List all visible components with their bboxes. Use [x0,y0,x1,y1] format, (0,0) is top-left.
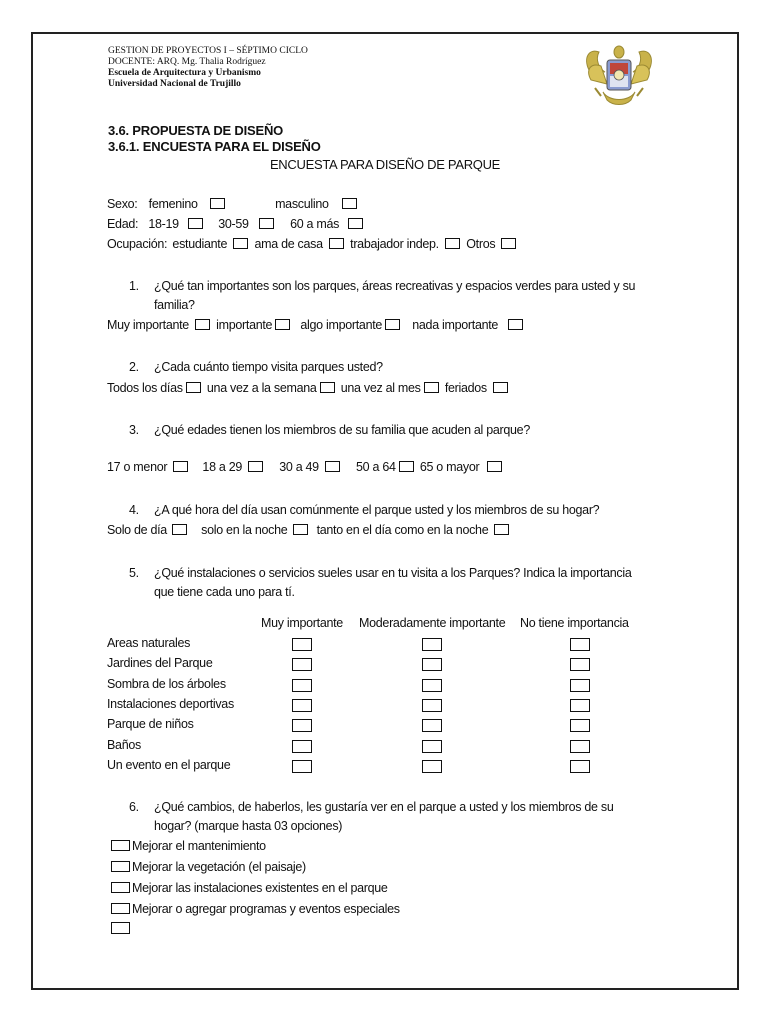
q4-text: ¿A qué hora del día usan comúnmente el parque usted y los miembros de su hogar? [154,503,600,517]
q5-row-label: Jardines del Parque [107,656,213,671]
q1-option-3: algo importante [300,318,383,332]
q4-option-3: tanto en el día como en la noche [316,523,489,537]
checkbox-age-2[interactable] [259,218,274,229]
q5-checkbox-row2-col2[interactable] [422,658,442,671]
q3-checkbox-1[interactable] [173,461,188,472]
q6-option-3: Mejorar las instalaciones existentes en el parque [132,881,388,895]
q5-text-line2: que tiene cada uno para tí. [154,585,295,599]
q4-checkbox-1[interactable] [172,524,187,535]
checkbox-male[interactable] [342,198,357,209]
q4-checkbox-2[interactable] [293,524,308,535]
q6-option-row-3[interactable] [111,881,388,895]
survey-title: ENCUESTA PARA DISEÑO DE PARQUE [269,157,501,172]
q5-checkbox-row6-col2[interactable] [422,740,442,753]
age-row [107,217,366,231]
checkbox-occupation-1[interactable] [233,238,248,249]
sex-option-male: masculino [275,197,329,211]
occupation-option-1: estudiante [172,237,228,251]
q5-row-label: Instalaciones deportivas [107,696,234,711]
q3-option-2: 18 a 29 [202,460,243,474]
q5-checkbox-row7-col2[interactable] [422,760,442,773]
q5-checkbox-row3-col2[interactable] [422,679,442,692]
subsection-title: 3.6.1. ENCUESTA PARA EL DISEÑO [108,139,321,154]
q5-row-label: Parque de niños [107,717,194,732]
university-line: Universidad Nacional de Trujillo [108,79,241,89]
occupation-row [107,237,519,251]
q2-option-3: una vez al mes [340,381,421,395]
q3-option-3: 30 a 49 [279,460,319,474]
q2-checkbox-2[interactable] [320,382,335,393]
q2-number: 2. [129,360,139,374]
q3-options [107,460,505,474]
q5-checkbox-row7-col3[interactable] [570,760,590,773]
checkbox-occupation-3[interactable] [445,238,460,249]
q5-checkbox-row4-col1[interactable] [292,699,312,712]
sex-row [107,197,360,211]
q1-checkbox-1[interactable] [195,319,210,330]
q3-option-5: 65 o mayor [419,460,480,474]
q2-checkbox-4[interactable] [493,382,508,393]
q6-option-row-4[interactable] [111,902,400,916]
q1-option-4: nada importante [412,318,499,332]
q2-checkbox-1[interactable] [186,382,201,393]
q1-checkbox-3[interactable] [385,319,400,330]
q6-text-line2: hogar? (marque hasta 03 opciones) [154,819,343,833]
q4-option-2: solo en la noche [201,523,288,537]
q5-checkbox-row1-col1[interactable] [292,638,312,651]
teacher-line: DOCENTE: ARQ. Mg. Thalia Rodríguez [108,57,266,67]
q5-row-label: Sombra de los árboles [107,676,226,691]
occupation-label: Ocupación: [107,237,168,251]
q5-checkbox-row5-col3[interactable] [570,719,590,732]
q4-number: 4. [129,503,139,517]
q1-number: 1. [129,279,139,293]
document-page [31,32,739,990]
q6-number: 6. [129,800,139,814]
q1-text-line1: ¿Qué tan importantes son los parques, áreas recreativas y espacios verdes para usted y su [154,279,636,293]
section-title: 3.6. PROPUESTA DE DISEÑO [108,123,284,138]
q2-options [107,381,511,395]
q6-checkbox-other[interactable] [111,922,130,934]
occupation-option-3: trabajador indep. [350,237,439,251]
checkbox-age-3[interactable] [348,218,363,229]
q5-row-label: Areas naturales [107,636,191,650]
q2-text: ¿Cada cuánto tiempo visita parques usted? [154,360,383,374]
sex-label: Sexo: [107,197,138,211]
q5-checkbox-row2-col1[interactable] [292,658,312,671]
q6-option-4: Mejorar o agregar programas y eventos especiales [132,902,400,916]
q6-option-2: Mejorar la vegetación (el paisaje) [132,860,306,874]
q5-row-label: Baños [107,737,141,752]
q6-option-1: Mejorar el mantenimiento [132,839,266,853]
q5-text-line1: ¿Qué instalaciones o servicios sueles usar en tu visita a los Parques? Indica la importancia [154,566,632,580]
q5-column-3: No tiene importancia [520,616,629,630]
q1-text-line2: familia? [154,298,195,312]
checkbox-female[interactable] [210,198,225,209]
q3-text: ¿Qué edades tienen los miembros de su familia que acuden al parque? [154,423,530,437]
age-option-1: 18-19 [148,217,179,231]
q2-option-4: feriados [444,381,487,395]
checkbox-occupation-4[interactable] [501,238,516,249]
q3-option-1: 17 o menor [107,460,168,474]
age-option-3: 60 a más [290,217,340,231]
q4-options [107,523,512,537]
q4-option-1: Solo de día [107,523,167,537]
q3-checkbox-3[interactable] [325,461,340,472]
q5-checkbox-row5-col2[interactable] [422,719,442,732]
q5-checkbox-row6-col3[interactable] [570,740,590,753]
q5-checkbox-row7-col1[interactable] [292,760,312,773]
q6-option-row-2[interactable] [111,860,306,874]
q4-checkbox-3[interactable] [494,524,509,535]
q6-checkbox-2[interactable] [111,861,130,872]
q5-checkbox-row1-col3[interactable] [570,638,590,651]
school-line: Escuela de Arquitectura y Urbanismo [108,68,261,78]
q6-text-line1: ¿Qué cambios, de haberlos, les gustaría ver en el parque a usted y los miembros de su [154,800,614,814]
q6-option-row-1[interactable] [111,839,266,853]
q5-checkbox-row3-col1[interactable] [292,679,312,692]
course-line: GESTION DE PROYECTOS I – SÉPTIMO CICLO [108,46,308,56]
q3-checkbox-4[interactable] [399,461,414,472]
age-label: Edad: [107,217,139,231]
q5-checkbox-row6-col1[interactable] [292,740,312,753]
q6-checkbox-1[interactable] [111,840,130,851]
age-option-2: 30-59 [218,217,249,231]
occupation-option-4: Otros [466,237,496,251]
q1-options [107,318,526,332]
q2-checkbox-3[interactable] [424,382,439,393]
q1-option-2: importante [216,318,273,332]
q5-number: 5. [129,566,139,580]
sex-option-female: femenino [148,197,198,211]
checkbox-age-1[interactable] [188,218,203,229]
q1-checkbox-4[interactable] [508,319,523,330]
q2-option-1: Todos los días [107,381,183,395]
q1-checkbox-2[interactable] [275,319,290,330]
q5-checkbox-row3-col3[interactable] [570,679,590,692]
q3-checkbox-2[interactable] [248,461,263,472]
q3-option-4: 50 a 64 [356,460,396,474]
q5-checkbox-row4-col2[interactable] [422,699,442,712]
q6-checkbox-3[interactable] [111,882,130,893]
q6-checkbox-4[interactable] [111,903,130,914]
q5-checkbox-row4-col3[interactable] [570,699,590,712]
university-eagle-crest-icon [581,40,657,110]
q5-checkbox-row1-col2[interactable] [422,638,442,651]
checkbox-occupation-2[interactable] [329,238,344,249]
occupation-option-2: ama de casa [254,237,323,251]
q1-option-1: Muy importante [107,318,189,332]
q5-column-2: Moderadamente importante [359,616,506,630]
q5-checkbox-row5-col1[interactable] [292,719,312,732]
q3-number: 3. [129,423,139,437]
q5-row-label: Un evento en el parque [107,757,231,772]
q5-column-1: Muy importante [261,616,343,630]
q2-option-2: una vez a la semana [206,381,317,395]
q3-checkbox-5[interactable] [487,461,502,472]
q5-checkbox-row2-col3[interactable] [570,658,590,671]
